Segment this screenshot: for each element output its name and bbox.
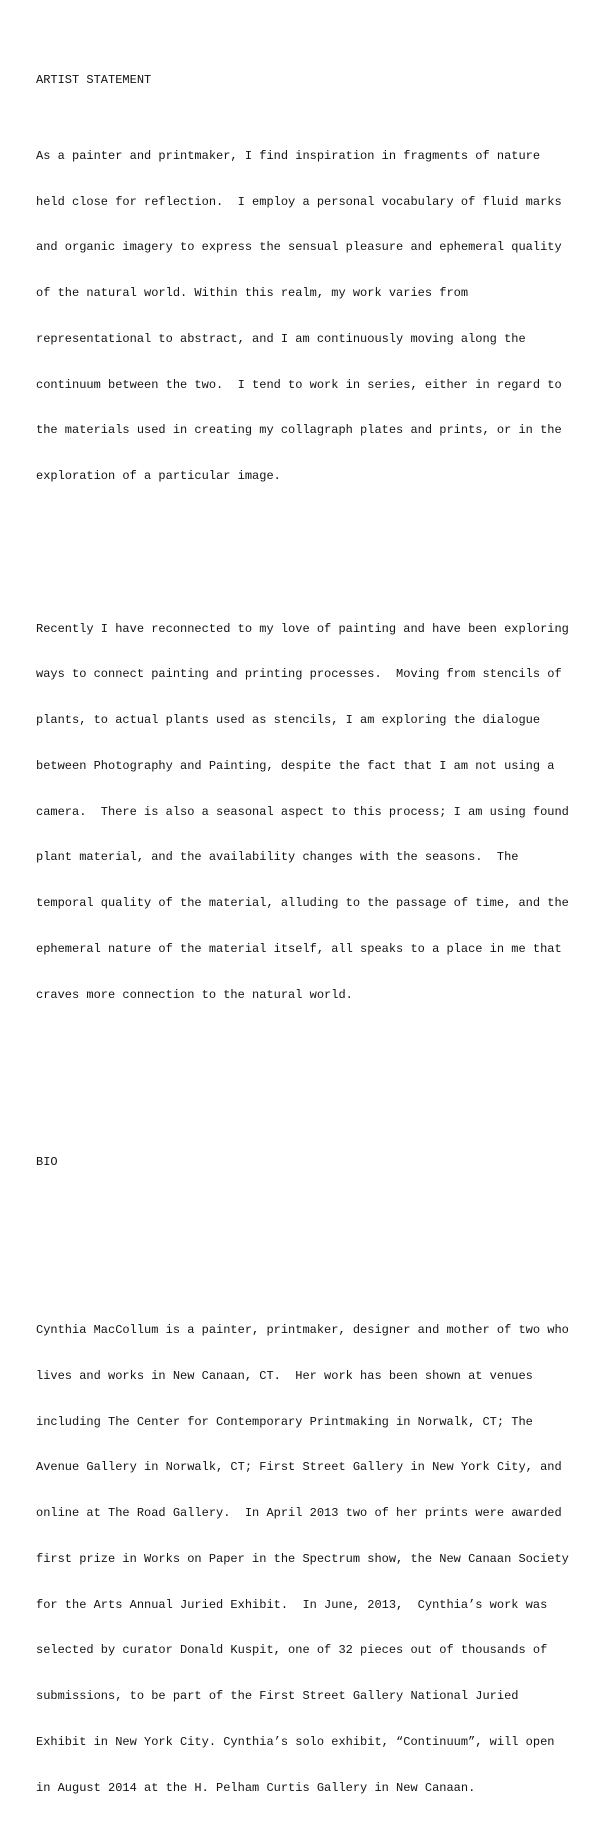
text-line: plant material, and the availability changes with the seasons. The [36,850,519,865]
text-line: in August 2014 at the H. Pelham Curtis Gallery in New Canaan. [36,1780,476,1795]
artist-statement-heading: ARTIST STATEMENT [36,72,152,87]
text-line: including The Center for Contemporary Printmaking in Norwalk, CT; The [36,1414,533,1429]
text-line: between Photography and Painting, despite the fact that I am not using a [36,758,555,773]
text-line: exploration of a particular image. [36,469,281,483]
text-line: representational to abstract, and I am continuously moving along the [36,331,526,346]
text-line: and organic imagery to express the sensual pleasure and ephemeral quality [36,240,562,255]
text-line: camera. There is also a seasonal aspect to this process; I am using found [36,804,569,819]
text-line: Recently I have reconnected to my love of painting and have been exploring [36,621,569,636]
text-line: Exhibit in New York City. Cynthia’s solo exhibit, “Continuum”, will open [36,1734,555,1749]
text-line: held close for reflection. I employ a personal vocabulary of fluid marks [36,194,562,209]
blank-line [36,1247,569,1262]
bio-heading: BIO [36,1155,58,1170]
text-line: Avenue Gallery in Norwalk, CT; First Street Gallery in New York City, and [36,1460,562,1475]
text-line: ways to connect painting and printing processes. Moving from stencils of [36,667,562,682]
text-line: craves more connection to the natural world. [36,987,353,1002]
artist-statement-paragraph-1 [36,118,569,515]
blank-line [36,1110,569,1125]
document-body [36,42,569,1842]
text-line: temporal quality of the material, alluding to the passage of time, and the [36,896,569,910]
text-line: lives and works in New Canaan, CT. Her work has been shown at venues [36,1368,533,1383]
text-line: for the Arts Annual Juried Exhibit. In June, 2013, Cynthia’s work was [36,1597,548,1612]
blank-line [36,1064,569,1079]
blank-line [36,1201,569,1216]
bio-paragraph [36,1293,569,1827]
text-line: submissions, to be part of the First Street Gallery National Juried [36,1689,519,1703]
text-line: As a painter and printmaker, I find inspiration in fragments of nature [36,148,541,163]
text-line: ephemeral nature of the material itself, all speaks to a place in me that [36,941,562,956]
text-line: Cynthia MacCollum is a painter, printmaker, designer and mother of two who [36,1323,569,1337]
text-line: continuum between the two. I tend to work in series, either in regard to [36,377,562,392]
artist-statement-paragraph-2 [36,591,569,1033]
text-line: selected by curator Donald Kuspit, one of 32 pieces out of thousands of [36,1643,548,1658]
text-line: of the natural world. Within this realm, my work varies from [36,286,469,300]
text-line: online at The Road Gallery. In April 2013 two of her prints were awarded [36,1506,562,1520]
text-line: the materials used in creating my collagraph plates and prints, or in the [36,423,562,438]
text-line: plants, to actual plants used as stencils, I am exploring the dialogue [36,713,541,727]
text-line: first prize in Works on Paper in the Spectrum show, the New Canaan Society [36,1551,569,1566]
blank-line [36,545,569,560]
